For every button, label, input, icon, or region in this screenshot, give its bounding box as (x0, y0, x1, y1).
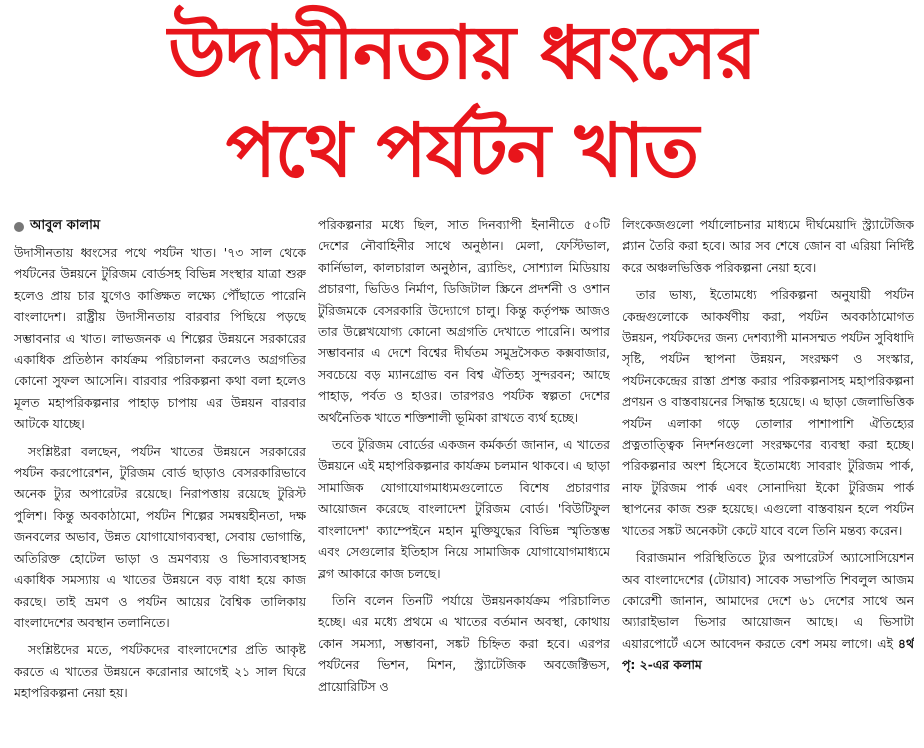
article-column-2 (318, 214, 610, 742)
paragraph: সংশ্লিষ্টদের মতে, পর্যটকদের বাংলাদেশের প্রতি আকৃষ্ট করতে এ খাতের উন্নয়নে করোনার আগেই ২১ সাল ঘিরে মহাপরিকল্পনা নেয়া হয়। (14, 642, 306, 701)
headline-line-1: উদাসীনতায় ধ্বংসের (168, 10, 756, 96)
paragraph: লিংকেজগুলো পর্যালোচনার মাধ্যমে দীর্ঘমেয়াদি স্ট্র্যাটেজিক প্ল্যান তৈরি করা হবে। আর সব শেষে জোন বা এরিয়া নির্দিষ্ট করে অঞ্চলভিত্তিক পরিকল্পনা নেয়া হবে। (622, 217, 914, 275)
paragraph: তিনি বলেন তিনটি পর্যায়ে উন্নয়নকার্যক্রম পরিচালিত হচ্ছে। এর মধ্যে প্রথমে এ খাতের বর্তমান অবস্থা, কোথায় কোন সমস্যা, সম্ভাবনা, সঙ্কট চিহ্নিত করা হবে। এরপর পর্যটনের ভিশন, মিশন, স্ট্র্যাটেজিক অবজেক্টিভস, প্রায়োরিটিস ও (318, 592, 610, 694)
byline (14, 216, 100, 237)
author-name: আবুল কালাম (30, 218, 101, 233)
paragraph: তবে টুরিজম বোর্ডের একজন কর্মকর্তা জানান, এ খাতের উন্নয়নে এই মহাপরিকল্পনার কার্যক্রম চলমান থাকবে। এ ছাড়া সামাজিক যোগাযোগমাধ্যমগুলোতে বিশেষ প্রচারণার আয়োজন করেছে বাংলাদেশ টুরিজম বোর্ড। 'বিউটিফুল বাংলাদেশ' ক্যাম্পেইনে মহান মুক্তিযুদ্ধের বিভিন্ন স্মৃতিস্তম্ভ এবং সেগুলোর ইতিহাস নিয়ে সামাজিক যোগাযোগমাধ্যমে ব্লগ আকারে কাজ চলছে। (318, 437, 610, 581)
bullet-icon (14, 222, 24, 232)
paragraph: পরিকল্পনার মধ্যে ছিল, সাত দিনব্যাপী ইনানীতে ৫০টি দেশের নৌবাহিনীর সাথে অনুষ্ঠান। মেলা, ফেস্টিভাল, কার্নিভাল, কালচারাল অনুষ্ঠান, ব্র্যান্ডিং, সোশ্যাল মিডিয়ায় প্রচারণা, ভিডিও নির্মাণ, ডিজিটাল স্ক্রিনে প্রদর্শনী ও ওশান টুরিজমকে বেসরকারি উদ্যোগে চালু। কিন্তু কর্তৃপক্ষ আজও তার উল্লেখযোগ্য কোনো অগ্রগতি দেখাতে পারেনি। অপার সম্ভাবনার এ দেশে বিশ্বের দীর্ঘতম সমুদ্রসৈকত কক্সবাজার, সবচেয়ে বড় ম্যানগ্রোভ বন বিশ্ব ঐতিহ্য সুন্দরবন; আছে পাহাড়, পর্বত ও হাওর। তারপরও পর্যটক স্বল্পতা দেশের অর্থনৈতিক খাতে শক্তিশালী ভূমিকা রাখতে ব্যর্থ হচ্ছে। (318, 217, 610, 425)
paragraph-with-continuation (622, 547, 914, 675)
article-column-1 (14, 242, 306, 742)
continuation-reference[interactable]: ৪র্থ পৃ: ২-এর কলাম (622, 635, 914, 673)
headline-line-2: পথে পর্যটন খাত (225, 108, 699, 194)
paragraph: উদাসীনতায় ধ্বংসের পথে পর্যটন খাত। '৭৩ সাল থেকে পর্যটনের উন্নয়নে টুরিজম বোর্ডসহ বিভিন্ন সংস্থার যাত্রা শুরু হলেও প্রায় চার যুগেও কাঙ্ক্ষিত লক্ষ্যে পৌঁছাতে পারেনি বাংলাদেশ। রাষ্ট্রীয় উদাসীনতায় বারবার পিছিয়ে পড়ছে সম্ভাবনার এ খাত। লাভজনক এ শিল্পের উন্নয়নে সরকারের একাধিক প্রতিষ্ঠান কার্যক্রম পরিচালনা করলেও অগ্রগতির কোনো সুফল আসেনি। বারবার পরিকল্পনা কথা বলা হলেও মূলত মহাপরিকল্পনার পাহাড় চাপায় এর উন্নয়ন বারবার আটকে যাচ্ছে। (14, 245, 306, 432)
article-column-3 (622, 214, 914, 742)
paragraph: সংশ্লিষ্টরা বলছেন, পর্যটন খাতের উন্নয়নে সরকারের পর্যটন করপোরেশন, টুরিজম বোর্ড ছাড়াও বেসরকারিভাবে অনেক ট্যুর অপারেটর রয়েছে। নিরাপত্তায় রয়েছে টুরিস্ট পুলিশ। কিন্তু অবকাঠামো, পর্যটন শিল্পের সমন্বয়হীনতা, দক্ষ জনবলের অভাব, উন্নত যোগাযোগব্যবস্থা, সেবায় ভোগান্তি, অতিরিক্ত হোটেল ভাড়া ও ভ্রমণব্যয় ও ভিসাব্যবস্থাসহ একাধিক সমস্যায় এ খাতের উন্নয়নে বড় বাধা হয়ে কাজ করছে। তাই ভ্রমণ ও পর্যটন আয়ের বৈশ্বিক তালিকায় বাংলাদেশের অবস্থান তলানিতে। (14, 443, 306, 630)
paragraph: তার ভাষ্য, ইতোমধ্যে পরিকল্পনা অনুযায়ী পর্যটন কেন্দ্রগুলোকে আকর্ষণীয় করা, পর্যটন অবকাঠামোগত উন্নয়ন, পর্যটকদের জন্য দেশব্যাপী মানসম্মত পর্যটন সুবিধাদি সৃষ্টি, পর্যটন স্থাপনা উন্নয়ন, সংরক্ষণ ও সংস্কার, পর্যটনকেন্দ্রের রাস্তা প্রশস্ত করার পরিকল্পনাসহ মহাপরিকল্পনা প্রণয়ন ও বাস্তবায়নের সিদ্ধান্ত হয়েছে। এ ছাড়া জেলাভিত্তিক পর্যটন এলাকা গড়ে তোলার পাশাপাশি ঐতিহ্যের প্রত্নতাত্ত্বিক নিদর্শনগুলো সংরক্ষণের ব্যবস্থা করা হচ্ছে। পরিকল্পনার অংশ হিসেবে ইতোমধ্যে সাবরাং টুরিজম পার্ক, নাফ টুরিজম পার্ক এবং সোনাদিয়া ইকো টুরিজম পার্ক স্থাপনের কাজ শুরু হয়েছে। এগুলো বাস্তবায়ন হলে পর্যটন খাতের সঙ্কট অনেকটা কেটে যাবে বলে তিনি মন্তব্য করেন। (622, 287, 914, 538)
paragraph-text: বিরাজমান পরিস্থিতিতে ট্যুর অপারেটর্স অ্যাসোসিয়েশন অব বাংলাদেশের (টোয়াব) সাবেক সভাপতি শিবলুল আজম কোরেশী জানান, আমাদের দেশে ৬১ দেশের সাথে অন অ্যারাইভাল ভিসার আয়োজন আছে। এ ভিসাটা এয়ারপোর্টে এসে আবেদন করতে বেশ সময় লাগে। এই (622, 550, 914, 651)
